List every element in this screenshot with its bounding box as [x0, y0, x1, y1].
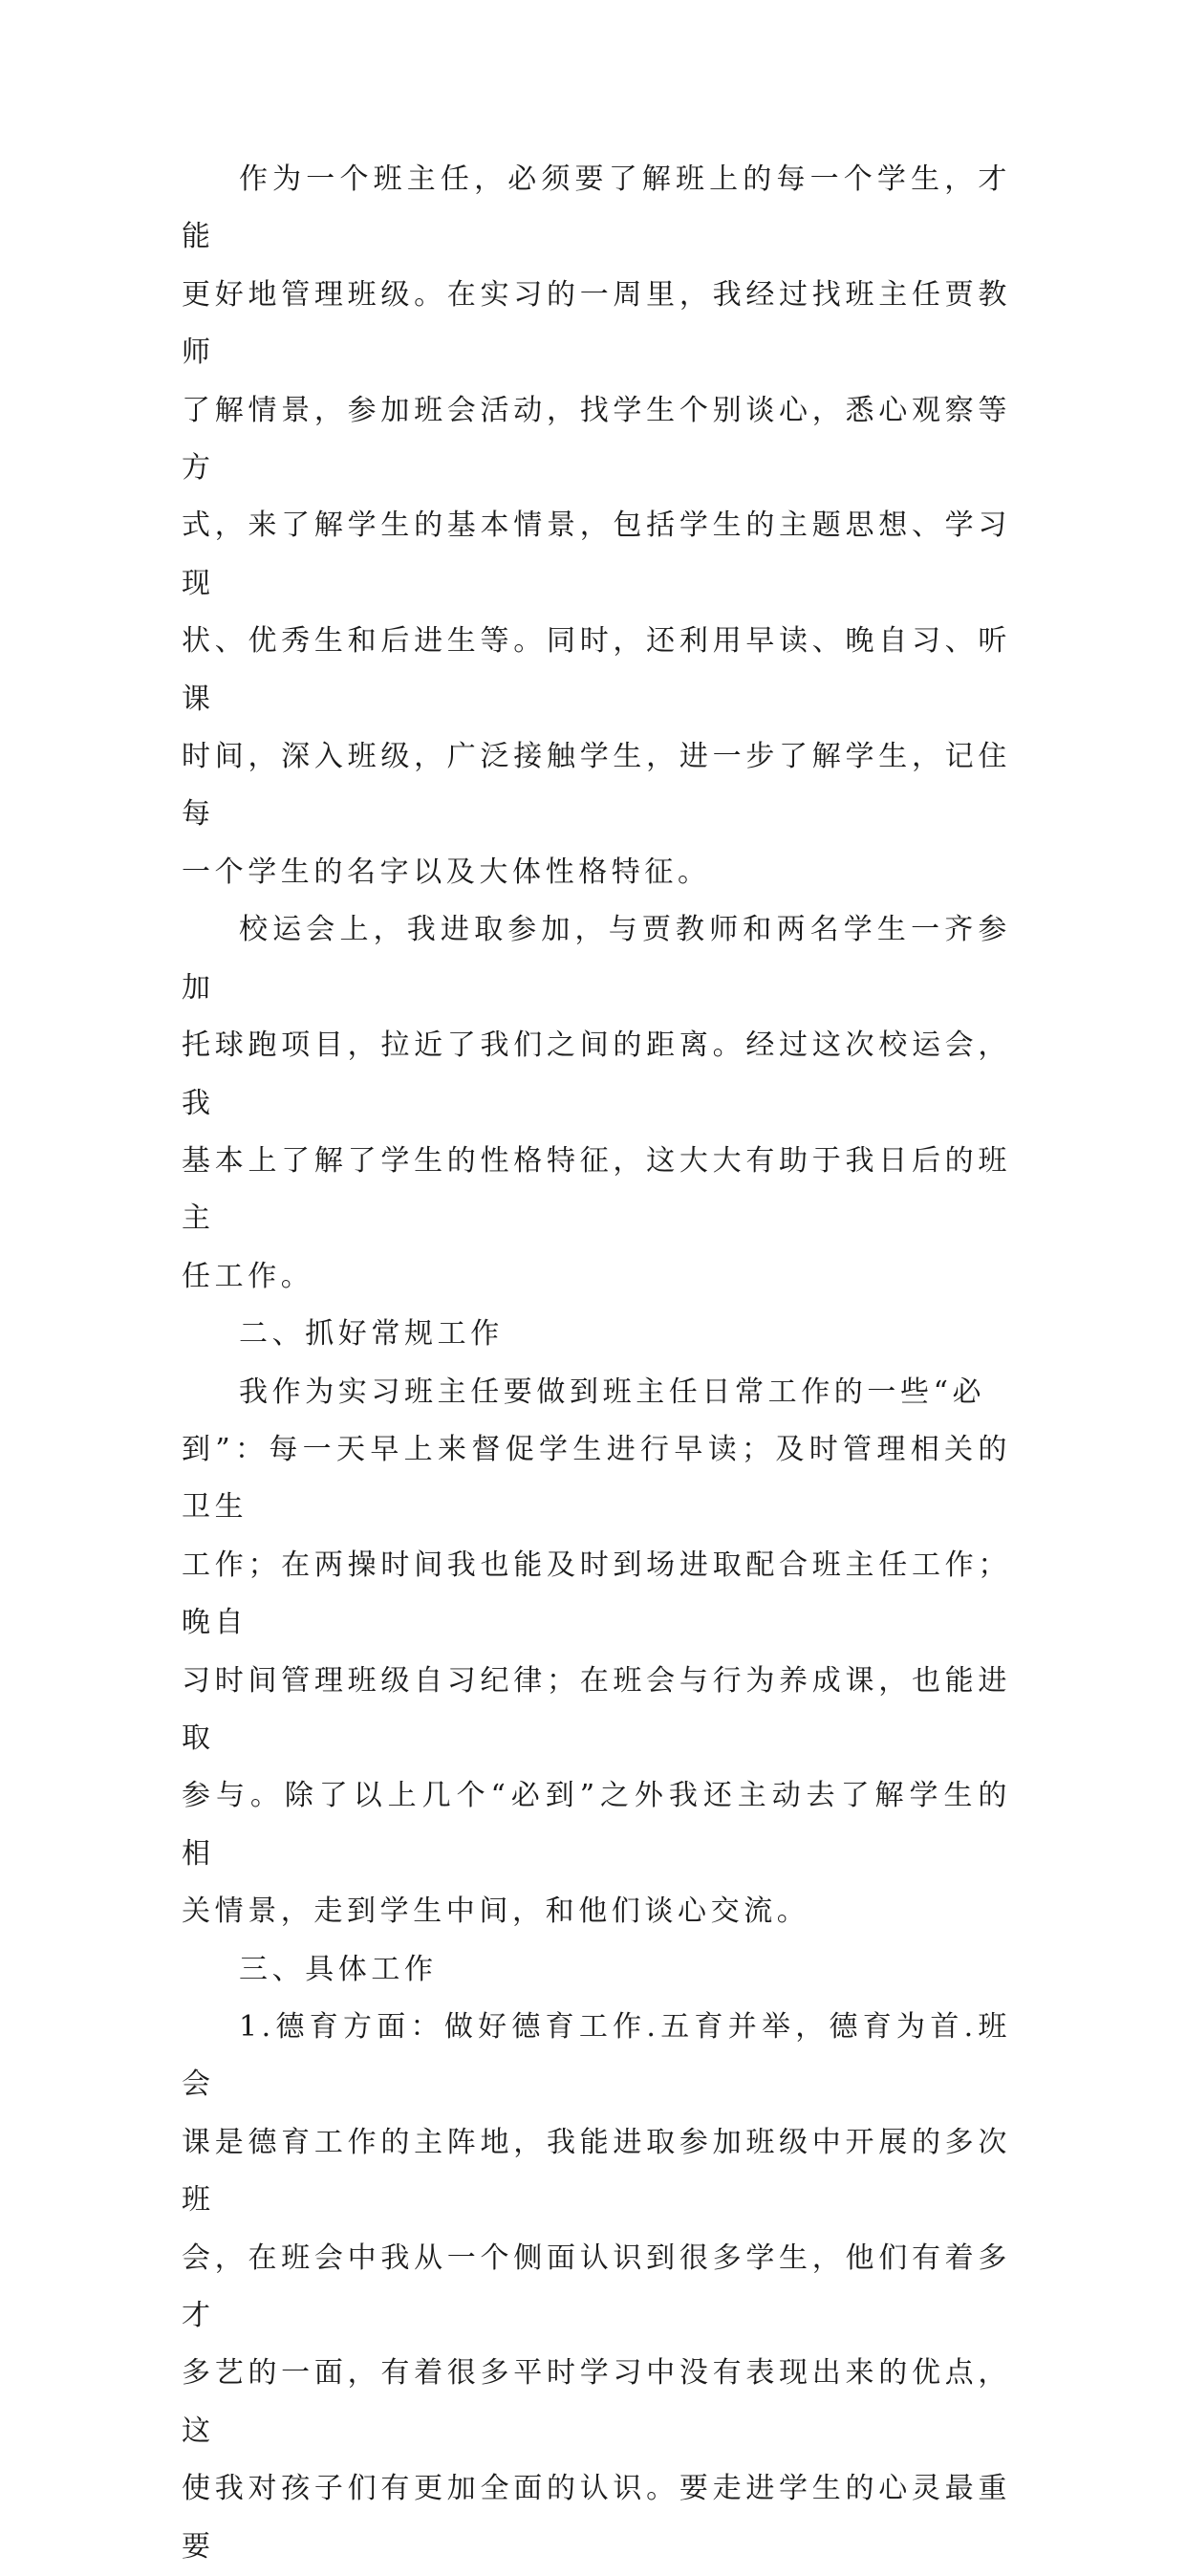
body-paragraph: 作为一个班主任，必须要了解班上的每一个学生，才能 更好地管理班级。在实习的一周里，我经过找班主任贾教师 了解情景，参加班会活动，找学生个别谈心，悉心观察等方 式，来了解学生的基本情景，包括学生的主题思想、学习现 状、优秀生和后进生等。同时，还利用早读、晚自习、听课 时间，深入班级，广泛接触学生，进一步了解学生，记住每 一个学生的名字以及大体性格特征。: [182, 162, 1011, 889]
section-heading: 三、具体工作: [239, 1952, 438, 1986]
body-paragraph: 1.德育方面：做好德育工作.五育并举，德育为首.班会 课是德育工作的主阵地，我能进取参加班级中开展的多次班 会，在班会中我从一个侧面认识到很多学生，他们有着多才 多艺的一面，有着很多平时学习中没有表现出来的优点，这 使我对孩子们有更加全面的认识。要走进学生的心灵最重要: [182, 2010, 1011, 2564]
section-heading: 二、抓好常规工作: [239, 1317, 504, 1352]
document-body: [182, 151, 1011, 2576]
body-paragraph: 校运会上，我进取参加，与贾教师和两名学生一齐参加 托球跑项目，拉近了我们之间的距离。经过这次校运会，我 基本上了解了学生的性格特征，这大大有助于我日后的班主 任工作。: [182, 913, 1011, 1293]
body-paragraph: 我作为实习班主任要做到班主任日常工作的一些“必 到”：每一天早上来督促学生进行早读；及时管理相关的卫生 工作；在两操时间我也能及时到场进取配合班主任工作；晚自 习时间管理班级自习纪律；在班会与行为养成课，也能进取 参与。除了以上几个“必到”之外我还主动去了解学生的相 关情景，走到学生中间，和他们谈心交流。: [182, 1375, 1011, 1929]
